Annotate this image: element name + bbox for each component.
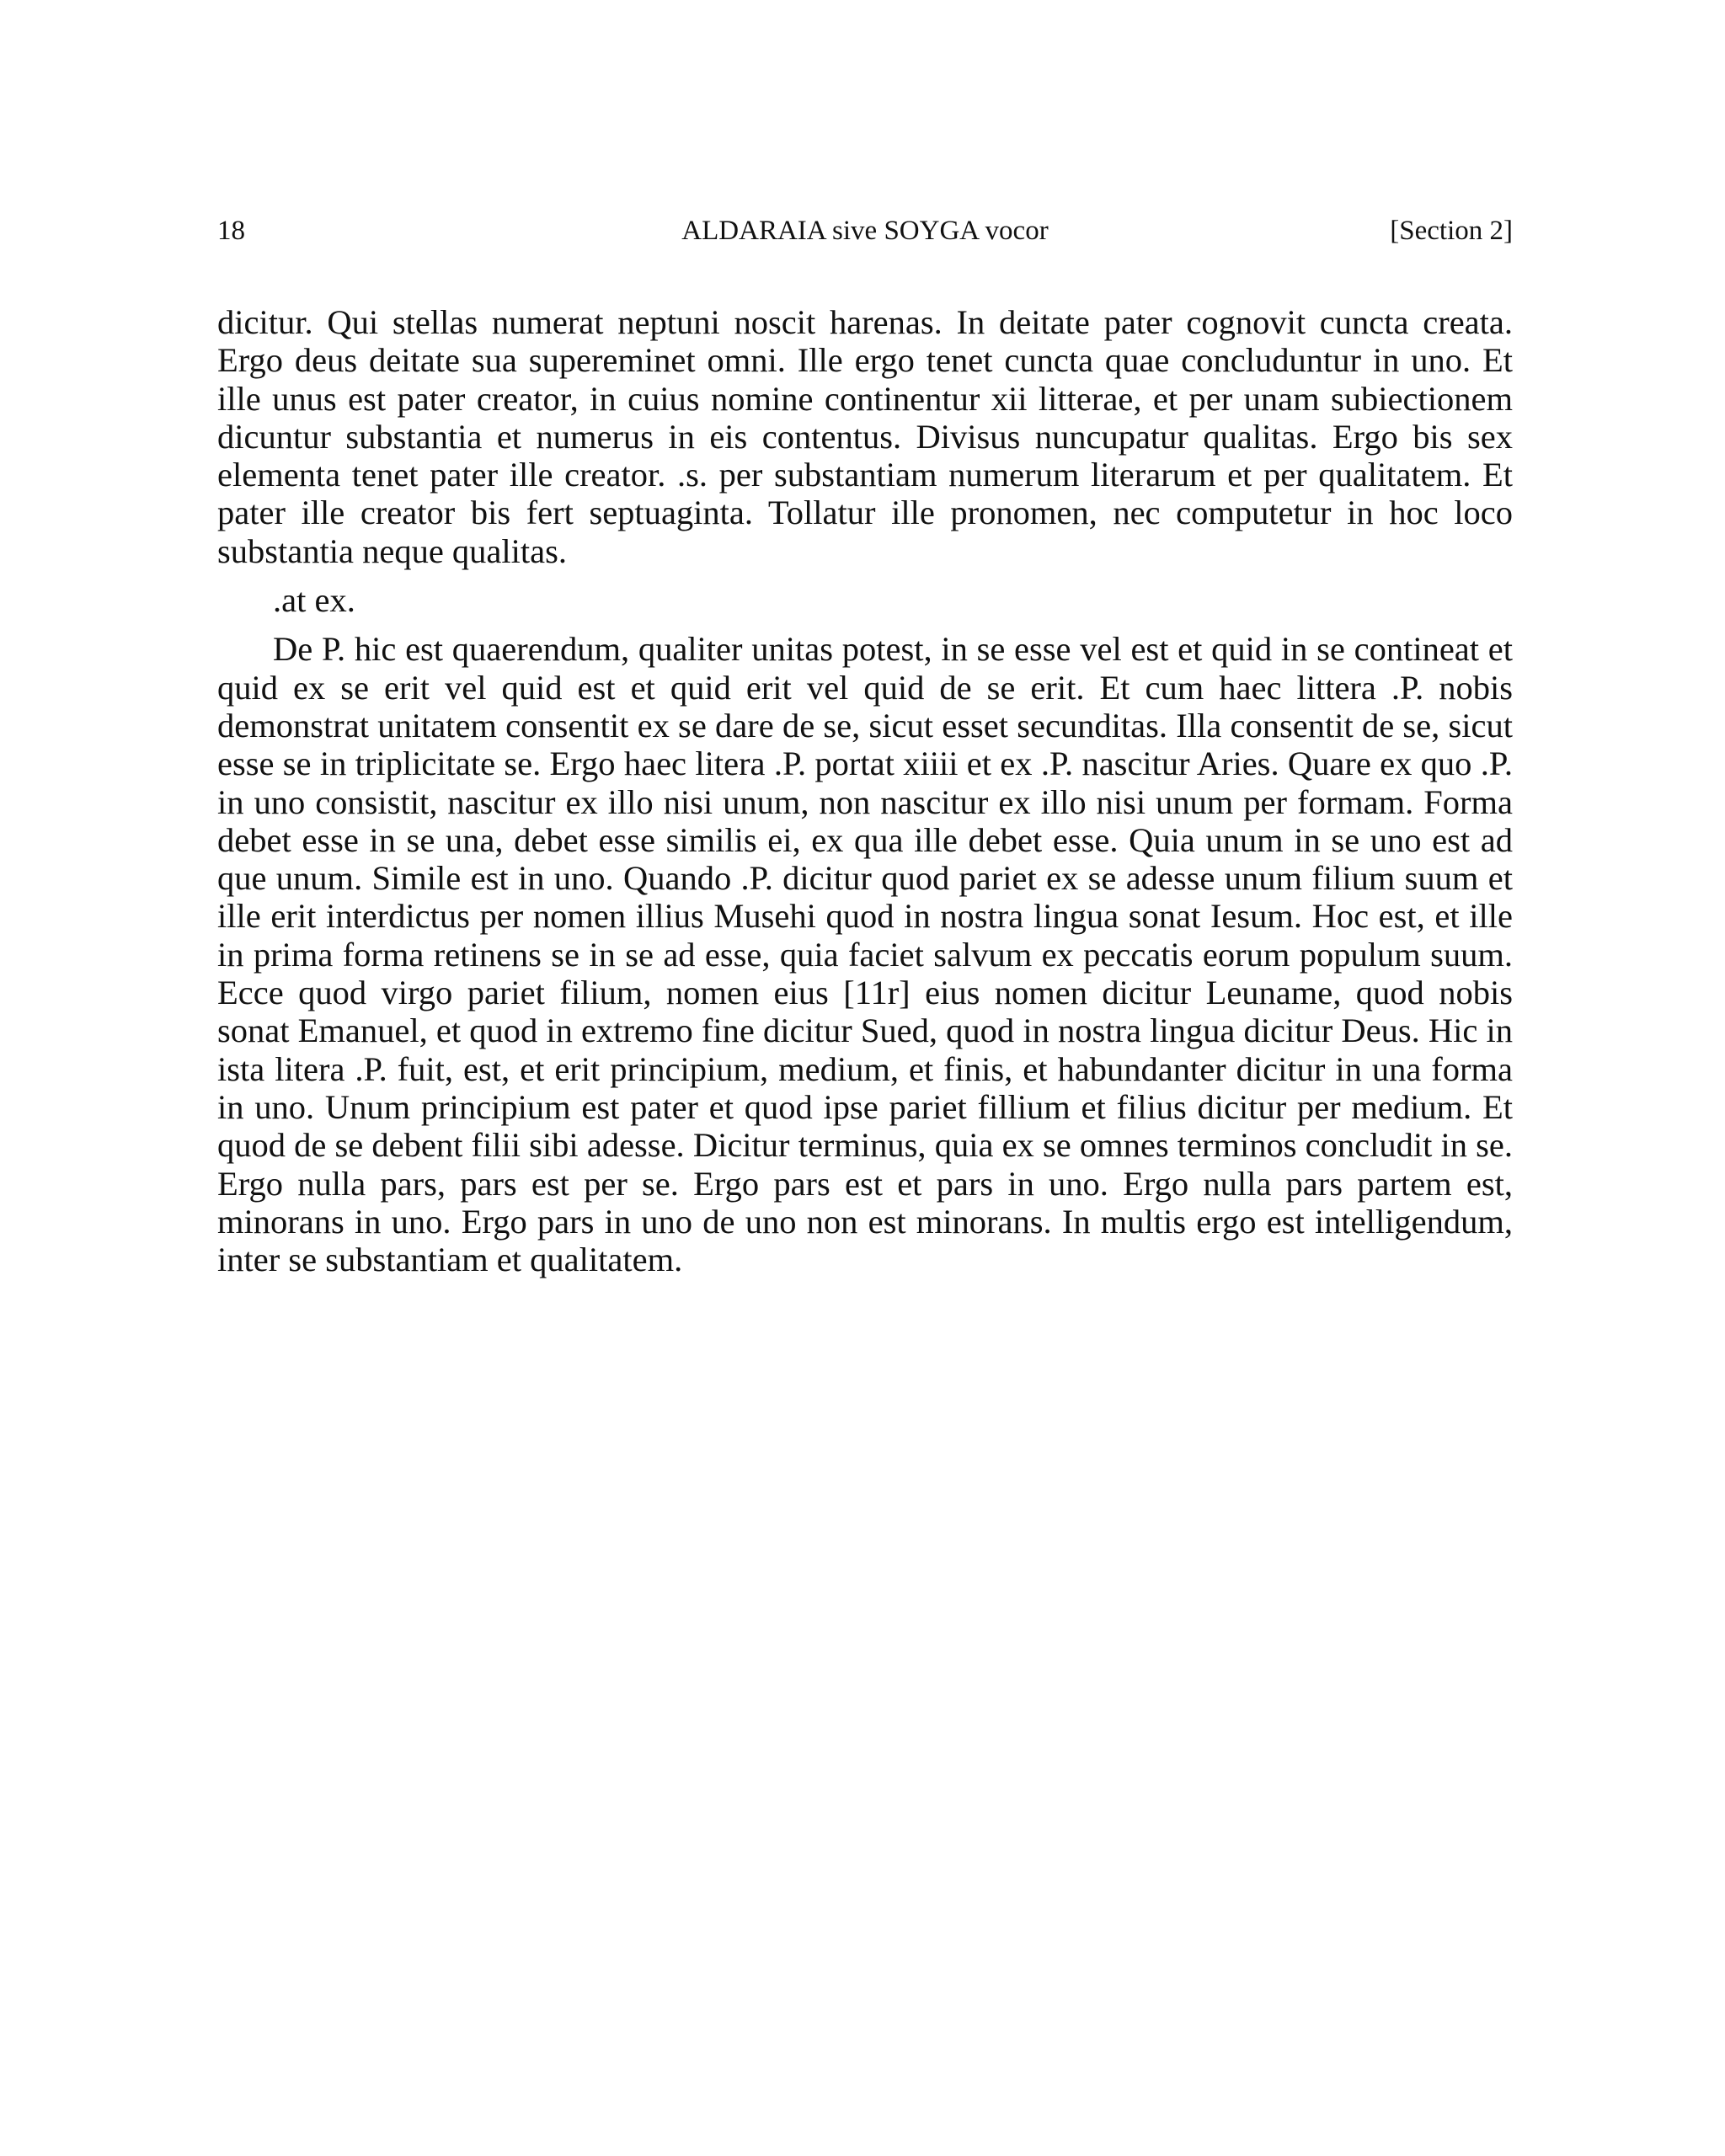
running-header bbox=[217, 212, 1513, 249]
body-text bbox=[217, 303, 1513, 1278]
paragraph-short: .at ex. bbox=[273, 581, 355, 620]
page-number: 18 bbox=[217, 216, 245, 246]
paragraph-continued: dicitur. Qui stellas numerat neptuni noscit harenas. In deitate pater cognovit cuncta creata. Ergo deus deitate sua supereminet omni. Ille ergo tenet cuncta quae concluduntur in uno. Et ille unus est pater creator, in cuius nomine continentur xii litterae, et per unam subiectionem dicuntur substantia et numerus in eis contentus. Divisus nuncupatur qualitas. Ergo bis sex elementa tenet pater ille creator. .s. per substantiam numerum literarum et per qualitatem. Et pater ille creator bis fert septuaginta. Tollatur ille pronomen, nec computetur in hoc loco substantia neque qualitas. bbox=[217, 303, 1513, 570]
running-title: ALDARAIA sive SOYGA vocor bbox=[681, 216, 1049, 246]
section-label: [Section 2] bbox=[1390, 216, 1513, 246]
paragraph-main: De P. hic est quaerendum, qualiter unitas potest, in se esse vel est et quid in se contineat et quid ex se erit vel quid est et quid erit vel quid de se erit. Et cum haec littera .P. nobis demonstrat unitatem consentit ex se dare de se, sicut esset secunditas. Illa consentit de se, sicut esse se in triplicitate se. Ergo haec litera .P. portat xiiii et ex .P. nascitur Aries. Quare ex quo .P. in uno consistit, nascitur ex illo nisi unum, non nascitur ex illo nisi unum per formam. Forma debet esse in se una, debet esse similis ei, ex qua ille debet esse. Quia unum in se uno est ad que unum. Simile est in uno. Quando .P. dicitur quod pariet ex se adesse unum filium suum et ille erit interdictus per nomen illius Musehi quod in nostra lingua sonat Iesum. Hoc est, et ille in prima forma retinens se in se ad esse, quia faciet salvum ex peccatis eorum populum suum. Ecce quod virgo pariet filium, nomen eius [11r] eius nomen dicitur Leuname, quod nobis sonat Emanuel, et quod in extremo fine dicitur Sued, quod in nostra lingua dicitur Deus. Hic in ista litera .P. fuit, est, et erit principium, medium, et finis, et habundanter dicitur in una forma in uno. Unum principium est pater et quod ipse pariet fillium et filius dicitur per medium. Et quod de se debent filii sibi adesse. Dicitur terminus, quia ex se omnes terminos concludit in se. Ergo nulla pars, pars est per se. Ergo pars est et pars in uno. Ergo nulla pars partem est, minorans in uno. Ergo pars in uno de uno non est minorans. In multis ergo est intelligendum, inter se substantiam et qualitatem. bbox=[217, 630, 1513, 1279]
